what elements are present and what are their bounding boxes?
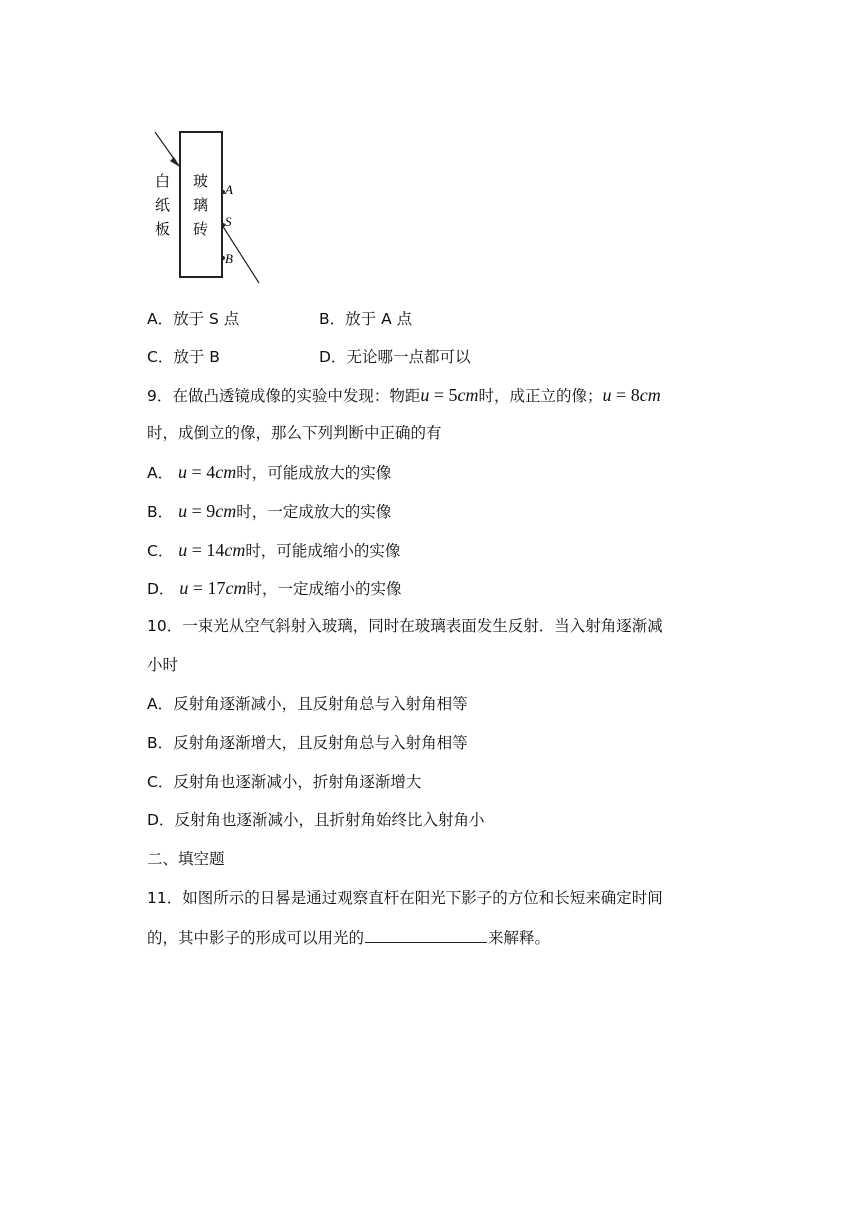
math-u-5cm: u = 5cm	[420, 385, 479, 405]
q9-stem-line-2	[147, 423, 442, 443]
option-text: 反射角逐渐增大，且反射角总与入射角相等	[173, 734, 468, 752]
glass-label-2: 璃	[193, 196, 209, 214]
q10-stem-line-1	[147, 616, 663, 636]
option-letter: D．	[147, 580, 175, 598]
option-text: 时，一定成放大的实像	[236, 503, 392, 521]
q11-stem-line-2	[147, 927, 550, 948]
option-text: 时，可能成放大的实像	[236, 464, 392, 482]
stem-text: 来解释。	[488, 929, 551, 947]
point-s-label: S	[225, 214, 232, 229]
q9-option-c	[147, 540, 400, 561]
stem-text: 11．如图所示的日晷是通过观察直杆在阳光下影子的方位和长短来确定时间	[147, 889, 663, 907]
stem-text: 的，其中影子的形成可以用光的	[147, 929, 365, 947]
math-u-8cm: u = 8cm	[602, 385, 661, 405]
option-text: 时，一定成缩小的实像	[246, 580, 402, 598]
option-math: u = 4cm	[178, 462, 237, 482]
q9-stem-line-1	[147, 385, 661, 406]
option-text: 放于 S 点	[173, 310, 240, 328]
point-a-label: A	[225, 182, 233, 197]
q8-option-b	[319, 309, 412, 329]
option-letter: C．	[147, 773, 174, 791]
q9-option-d	[147, 578, 402, 599]
option-math: u = 9cm	[178, 501, 237, 521]
option-letter: A．	[147, 695, 174, 713]
option-letter: C．	[147, 348, 174, 366]
stem-text: 10．一束光从空气斜射入玻璃，同时在玻璃表面发生反射．当入射角逐渐减	[147, 617, 663, 635]
answer-blank[interactable]	[365, 927, 487, 943]
q10-option-b	[147, 733, 468, 753]
board-label-3: 板	[155, 220, 171, 238]
option-letter: A．	[147, 310, 174, 328]
glass-brick-figure	[150, 128, 270, 293]
option-letter: D．	[147, 811, 175, 829]
option-text: 时，可能成缩小的实像	[245, 542, 401, 560]
option-text: 放于 A 点	[345, 310, 413, 328]
glass-label-1: 玻	[193, 172, 209, 190]
option-text: 反射角也逐渐减小，且折射角始终比入射角小	[174, 811, 485, 829]
option-letter: B．	[147, 503, 174, 521]
section-title	[147, 849, 225, 869]
option-text: 放于 B	[173, 348, 220, 366]
option-text: 反射角也逐渐减小，折射角逐渐增大	[173, 773, 422, 791]
q11-stem-line-1	[147, 888, 663, 908]
point-b-label: B	[225, 251, 233, 266]
q10-option-d	[147, 810, 484, 830]
q10-option-a	[147, 694, 468, 714]
board-label-1: 白	[155, 172, 171, 190]
option-letter: C．	[147, 542, 174, 560]
glass-label-3: 砖	[193, 220, 209, 238]
stem-text: 时，成正立的像；	[478, 387, 603, 405]
q8-option-a	[147, 309, 239, 329]
board-label-2: 纸	[155, 196, 171, 214]
q9-option-b	[147, 501, 391, 522]
q8-option-d	[319, 347, 470, 367]
q9-option-a	[147, 462, 391, 483]
option-letter: B．	[319, 310, 346, 328]
q10-option-c	[147, 772, 421, 792]
option-letter: A．	[147, 464, 174, 482]
option-letter: D．	[319, 348, 347, 366]
section-title-text: 二、填空题	[147, 850, 225, 868]
stem-text: 时，成倒立的像，那么下列判断中正确的有	[147, 424, 442, 442]
q10-stem-line-2	[147, 655, 178, 675]
option-letter: B．	[147, 734, 174, 752]
incident-arrow	[170, 157, 180, 167]
option-text: 无论哪一点都可以	[346, 348, 471, 366]
option-math: u = 14cm	[178, 540, 246, 560]
stem-text: 小时	[147, 656, 179, 674]
stem-text: 9．在做凸透镜成像的实验中发现：物距	[147, 387, 421, 405]
option-math: u = 17cm	[179, 578, 247, 598]
q8-option-c	[147, 347, 220, 367]
option-text: 反射角逐渐减小，且反射角总与入射角相等	[173, 695, 468, 713]
